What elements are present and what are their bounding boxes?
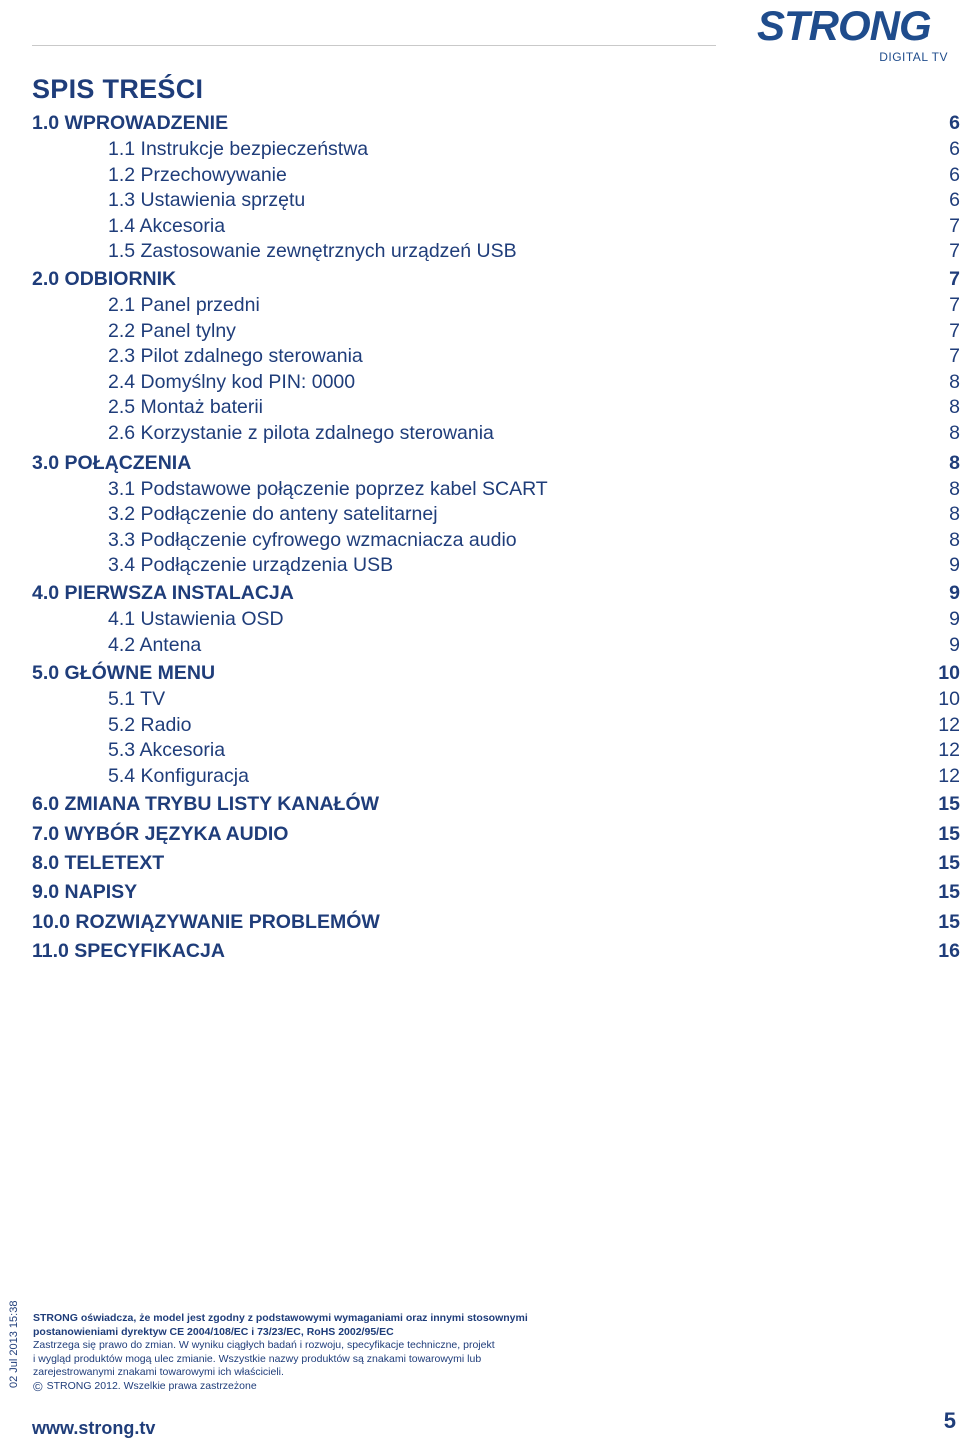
- toc-entry-page: 15: [938, 852, 960, 874]
- toc-section: [32, 712, 960, 738]
- toc-section: [32, 686, 960, 712]
- declaration-line-2: postanowieniami dyrektyw CE 2004/108/EC i 73/23/EC, RoHS 2002/95/EC: [33, 1325, 394, 1338]
- toc-entry-label: 4.1 Ustawienia OSD: [108, 608, 284, 630]
- toc-section: [32, 420, 960, 446]
- toc-entry-label: 10.0 ROZWIĄZYWANIE PROBLEMÓW: [32, 911, 380, 933]
- toc-chapter: [32, 266, 960, 292]
- toc-entry-page: 6: [949, 138, 960, 160]
- toc-entry-page: 15: [938, 911, 960, 933]
- toc-entry-page: 15: [938, 823, 960, 845]
- toc-section: [32, 162, 960, 188]
- page-number: 5: [943, 1408, 956, 1433]
- toc-entry-label: 3.2 Podłączenie do anteny satelitarnej: [108, 503, 438, 525]
- toc-entry-label: 6.0 ZMIANA TRYBU LISTY KANAŁÓW: [32, 793, 380, 815]
- toc-section: [32, 292, 960, 318]
- toc-section: [32, 501, 960, 527]
- toc-entry-page: 8: [949, 452, 960, 474]
- logo-tagline: DIGITAL TV: [879, 50, 948, 64]
- toc-entry-page: 8: [949, 529, 960, 551]
- toc-entry-label: 3.3 Podłączenie cyfrowego wzmacniacza audio: [108, 529, 517, 551]
- toc-chapter: [32, 791, 960, 817]
- toc-entry-label: 2.0 ODBIORNIK: [32, 268, 177, 290]
- toc-entry-page: 12: [938, 739, 960, 761]
- strong-logo: [745, 0, 960, 68]
- toc-entry-label: 9.0 NAPISY: [32, 881, 138, 903]
- toc-chapter: [32, 110, 960, 136]
- toc-entry-label: 1.1 Instrukcje bezpieczeństwa: [108, 138, 369, 160]
- toc-entry-label: 5.0 GŁÓWNE MENU: [32, 662, 216, 684]
- toc-entry-label: 3.4 Podłączenie urządzenia USB: [108, 554, 394, 576]
- toc-chapter: [32, 580, 960, 606]
- toc-entry-label: 2.1 Panel przedni: [108, 294, 260, 316]
- toc-entry-label: 3.1 Podstawowe połączenie poprzez kabel SCART: [108, 478, 548, 500]
- toc-entry-label: 5.3 Akcesoria: [108, 739, 226, 761]
- toc-section: [32, 737, 960, 763]
- toc-entry-page: 15: [938, 793, 960, 815]
- toc-entry-label: 1.4 Akcesoria: [108, 215, 226, 237]
- toc-entry-label: 2.4 Domyślny kod PIN: 0000: [108, 371, 356, 393]
- toc-entry-label: 2.2 Panel tylny: [108, 320, 236, 342]
- toc-entry-label: 1.5 Zastosowanie zewnętrznych urządzeń USB: [108, 240, 517, 262]
- toc-section: [32, 318, 960, 344]
- toc-entry-page: 10: [938, 688, 960, 710]
- toc-chapter: [32, 660, 960, 686]
- toc-entry-label: 4.0 PIERWSZA INSTALACJA: [32, 582, 294, 604]
- toc-entry-page: 7: [949, 345, 960, 367]
- toc-entry-page: 6: [949, 189, 960, 211]
- header-divider: [32, 45, 716, 46]
- toc-entry-page: 7: [949, 268, 960, 290]
- toc-section: [32, 527, 960, 553]
- copyright: [33, 1380, 593, 1394]
- toc-section: [32, 394, 960, 420]
- toc-section: [32, 606, 960, 632]
- copyright-text: STRONG 2012. Wszelkie prawa zastrzeżone: [46, 1379, 257, 1392]
- toc-section: [32, 763, 960, 789]
- toc-chapter: [32, 450, 960, 476]
- toc-entry-page: 8: [949, 422, 960, 444]
- footer-notes: [33, 1312, 593, 1393]
- toc-entry-label: 1.3 Ustawienia sprzętu: [108, 189, 306, 211]
- toc-entry-page: 7: [949, 294, 960, 316]
- toc-entry-label: 2.6 Korzystanie z pilota zdalnego sterowania: [108, 422, 494, 444]
- note-line-3: zarejestrowanymi znakami towarowymi ich właścicieli.: [33, 1366, 284, 1378]
- note-line-1: Zastrzega się prawo do zmian. W wyniku ciągłych badań i rozwoju, specyfikacje techniczne, projekt: [33, 1339, 495, 1351]
- toc-entry-page: 15: [938, 881, 960, 903]
- toc-section: [32, 213, 960, 239]
- website-link[interactable]: www.strong.tv: [32, 1418, 156, 1438]
- toc-entry-label: 11.0 SPECYFIKACJA: [32, 940, 225, 962]
- toc-entry-page: 7: [949, 320, 960, 342]
- toc-entry-label: 5.4 Konfiguracja: [108, 765, 249, 787]
- toc-chapter: [32, 850, 960, 876]
- toc-entry-label: 5.2 Radio: [108, 714, 192, 736]
- toc-entry-page: 7: [949, 215, 960, 237]
- toc-entry-label: 3.0 POŁĄCZENIA: [32, 452, 192, 474]
- toc-entry-label: 1.2 Przechowywanie: [108, 164, 287, 186]
- toc-entry-page: 9: [949, 582, 960, 604]
- toc-chapter: [32, 909, 960, 935]
- toc-chapter: [32, 938, 960, 964]
- toc-entry-page: 8: [949, 503, 960, 525]
- toc-chapter: [32, 879, 960, 905]
- page-title: SPIS TREŚCI: [32, 74, 204, 104]
- toc-section: [32, 343, 960, 369]
- toc-entry-label: 2.3 Pilot zdalnego sterowania: [108, 345, 363, 367]
- toc-entry-page: 9: [949, 634, 960, 656]
- toc-entry-page: 7: [949, 240, 960, 262]
- toc-entry-page: 10: [938, 662, 960, 684]
- print-date: 02 Jul 2013 15:38: [8, 1300, 20, 1388]
- toc-section: [32, 632, 960, 658]
- toc-entry-label: 2.5 Montaż baterii: [108, 396, 264, 418]
- toc-entry-label: 5.1 TV: [108, 688, 166, 710]
- toc-section: [32, 136, 960, 162]
- toc-entry-page: 8: [949, 478, 960, 500]
- note-line-2: i wygląd produktów mogą ulec zmianie. Wszystkie nazwy produktów są znakami towarowymi lub: [33, 1352, 482, 1365]
- toc-entry-label: 8.0 TELETEXT: [32, 852, 165, 874]
- toc-entry-page: 12: [938, 765, 960, 787]
- toc-section: [32, 238, 960, 264]
- toc-chapter: [32, 821, 960, 847]
- toc-section: [32, 187, 960, 213]
- toc-entry-page: 16: [938, 940, 960, 962]
- toc-section: [32, 552, 960, 578]
- toc-entry-label: 7.0 WYBÓR JĘZYKA AUDIO: [32, 823, 289, 845]
- declaration-line-1: STRONG oświadcza, że model jest zgodny z podstawowymi wymaganiami oraz innymi stosownymi: [33, 1312, 528, 1324]
- toc-entry-page: 6: [949, 112, 960, 134]
- toc-entry-page: 12: [938, 714, 960, 736]
- copyright-icon: ©: [33, 1378, 43, 1394]
- toc-section: [32, 476, 960, 502]
- toc-entry-page: 8: [949, 396, 960, 418]
- toc-entry-page: 6: [949, 164, 960, 186]
- logo-brand-text: STRONG: [757, 2, 931, 49]
- toc-entry-page: 9: [949, 608, 960, 630]
- toc-section: [32, 369, 960, 395]
- toc-entry-label: 1.0 WPROWADZENIE: [32, 112, 229, 134]
- toc-entry-page: 8: [949, 371, 960, 393]
- toc-entry-label: 4.2 Antena: [108, 634, 202, 656]
- toc-entry-page: 9: [949, 554, 960, 576]
